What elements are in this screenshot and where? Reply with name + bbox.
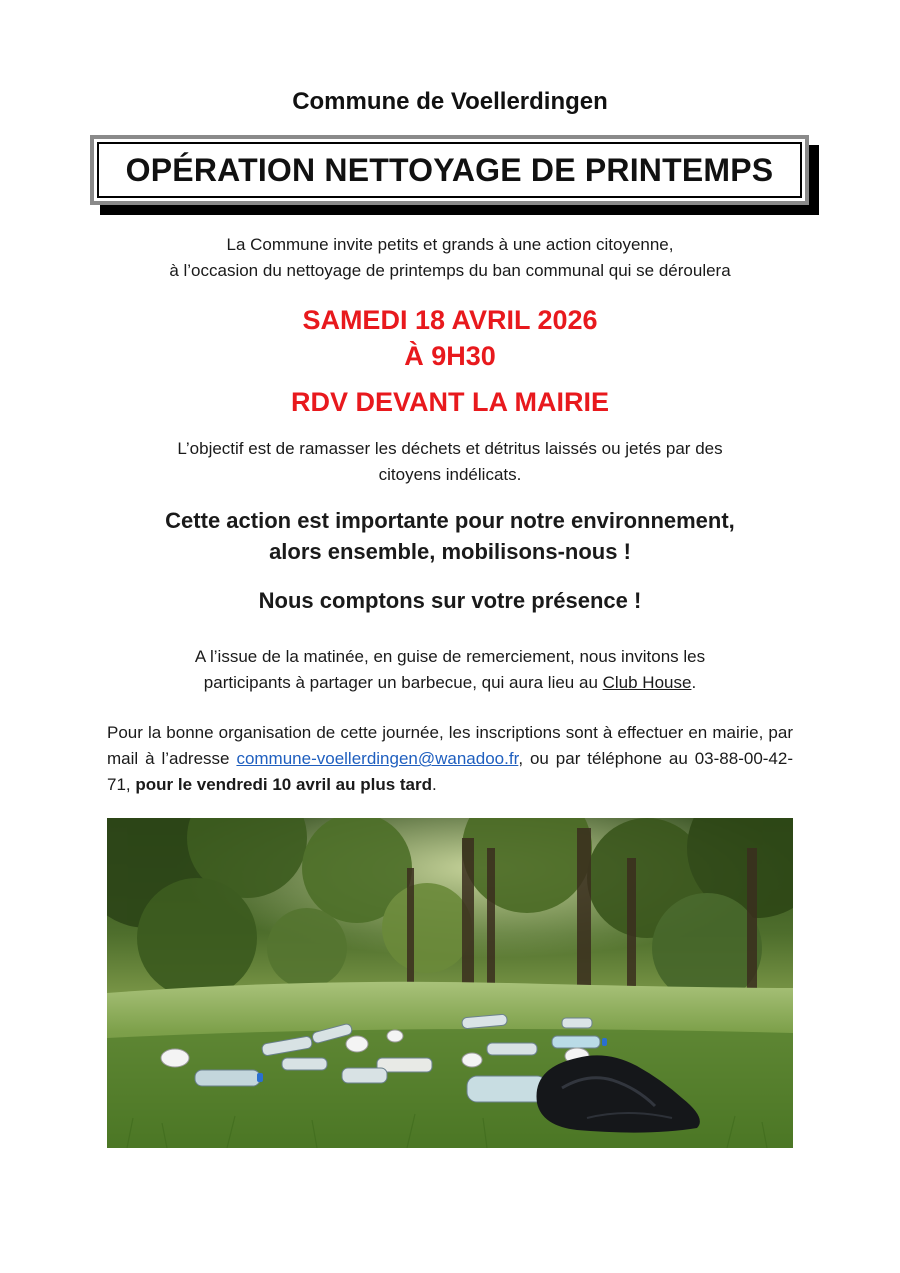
inscriptions-paragraph [107, 720, 793, 798]
club-house-text: Club House [602, 673, 692, 692]
deadline-text: pour le vendredi 10 avril au plus tard [135, 775, 433, 794]
intro-line-1: La Commune invite petits et grands à une action citoyenne, [226, 235, 674, 254]
action-paragraph [60, 505, 840, 567]
issue-line-2-text: participants à partager un barbecue, qui aura lieu au [203, 673, 603, 692]
email-link[interactable]: commune-voellerdingen@wanadoo.fr [236, 749, 519, 768]
inscriptions-text-1: Pour la bonne organisation de cette journée, les inscriptions sont à effectuer en mairie, par mail à l’adresse [107, 723, 793, 768]
event-date: SAMEDI 18 AVRIL 2026 [302, 305, 598, 335]
issue-line-1: A l’issue de la matinée, en guise de remerciement, nous invitons les [194, 647, 706, 666]
issue-paragraph [60, 644, 840, 696]
inscriptions-text-3: . [432, 775, 437, 794]
action-line-2: alors ensemble, mobilisons-nous ! [269, 539, 631, 564]
issue-line-2-end: . [691, 673, 697, 692]
litter-photo-illustration [107, 818, 793, 1148]
commune-name: Commune de Voellerdingen [292, 88, 608, 115]
objectif-paragraph [60, 436, 840, 488]
action-line-1: Cette action est importante pour notre environnement, [165, 508, 735, 533]
event-time: À 9H30 [404, 341, 496, 371]
issue-line-2 [60, 670, 840, 696]
objectif-line-1: L’objectif est de ramasser les déchets et détritus laissés ou jetés par des [177, 439, 723, 458]
comptons-heading: Nous comptons sur votre présence ! [258, 588, 642, 613]
page-title: OPÉRATION NETTOYAGE DE PRINTEMPS [125, 151, 774, 188]
intro-paragraph [60, 232, 840, 284]
event-place: RDV DEVANT LA MAIRIE [290, 387, 609, 417]
inscriptions-text-2: , ou par téléphone au 03-88-00-42-71, [107, 749, 793, 794]
title-box [90, 135, 809, 205]
objectif-line-2: citoyens indélicats. [378, 465, 522, 484]
intro-line-2: à l’occasion du nettoyage de printemps du ban communal qui se déroulera [169, 261, 731, 280]
litter-photo [107, 818, 793, 1148]
